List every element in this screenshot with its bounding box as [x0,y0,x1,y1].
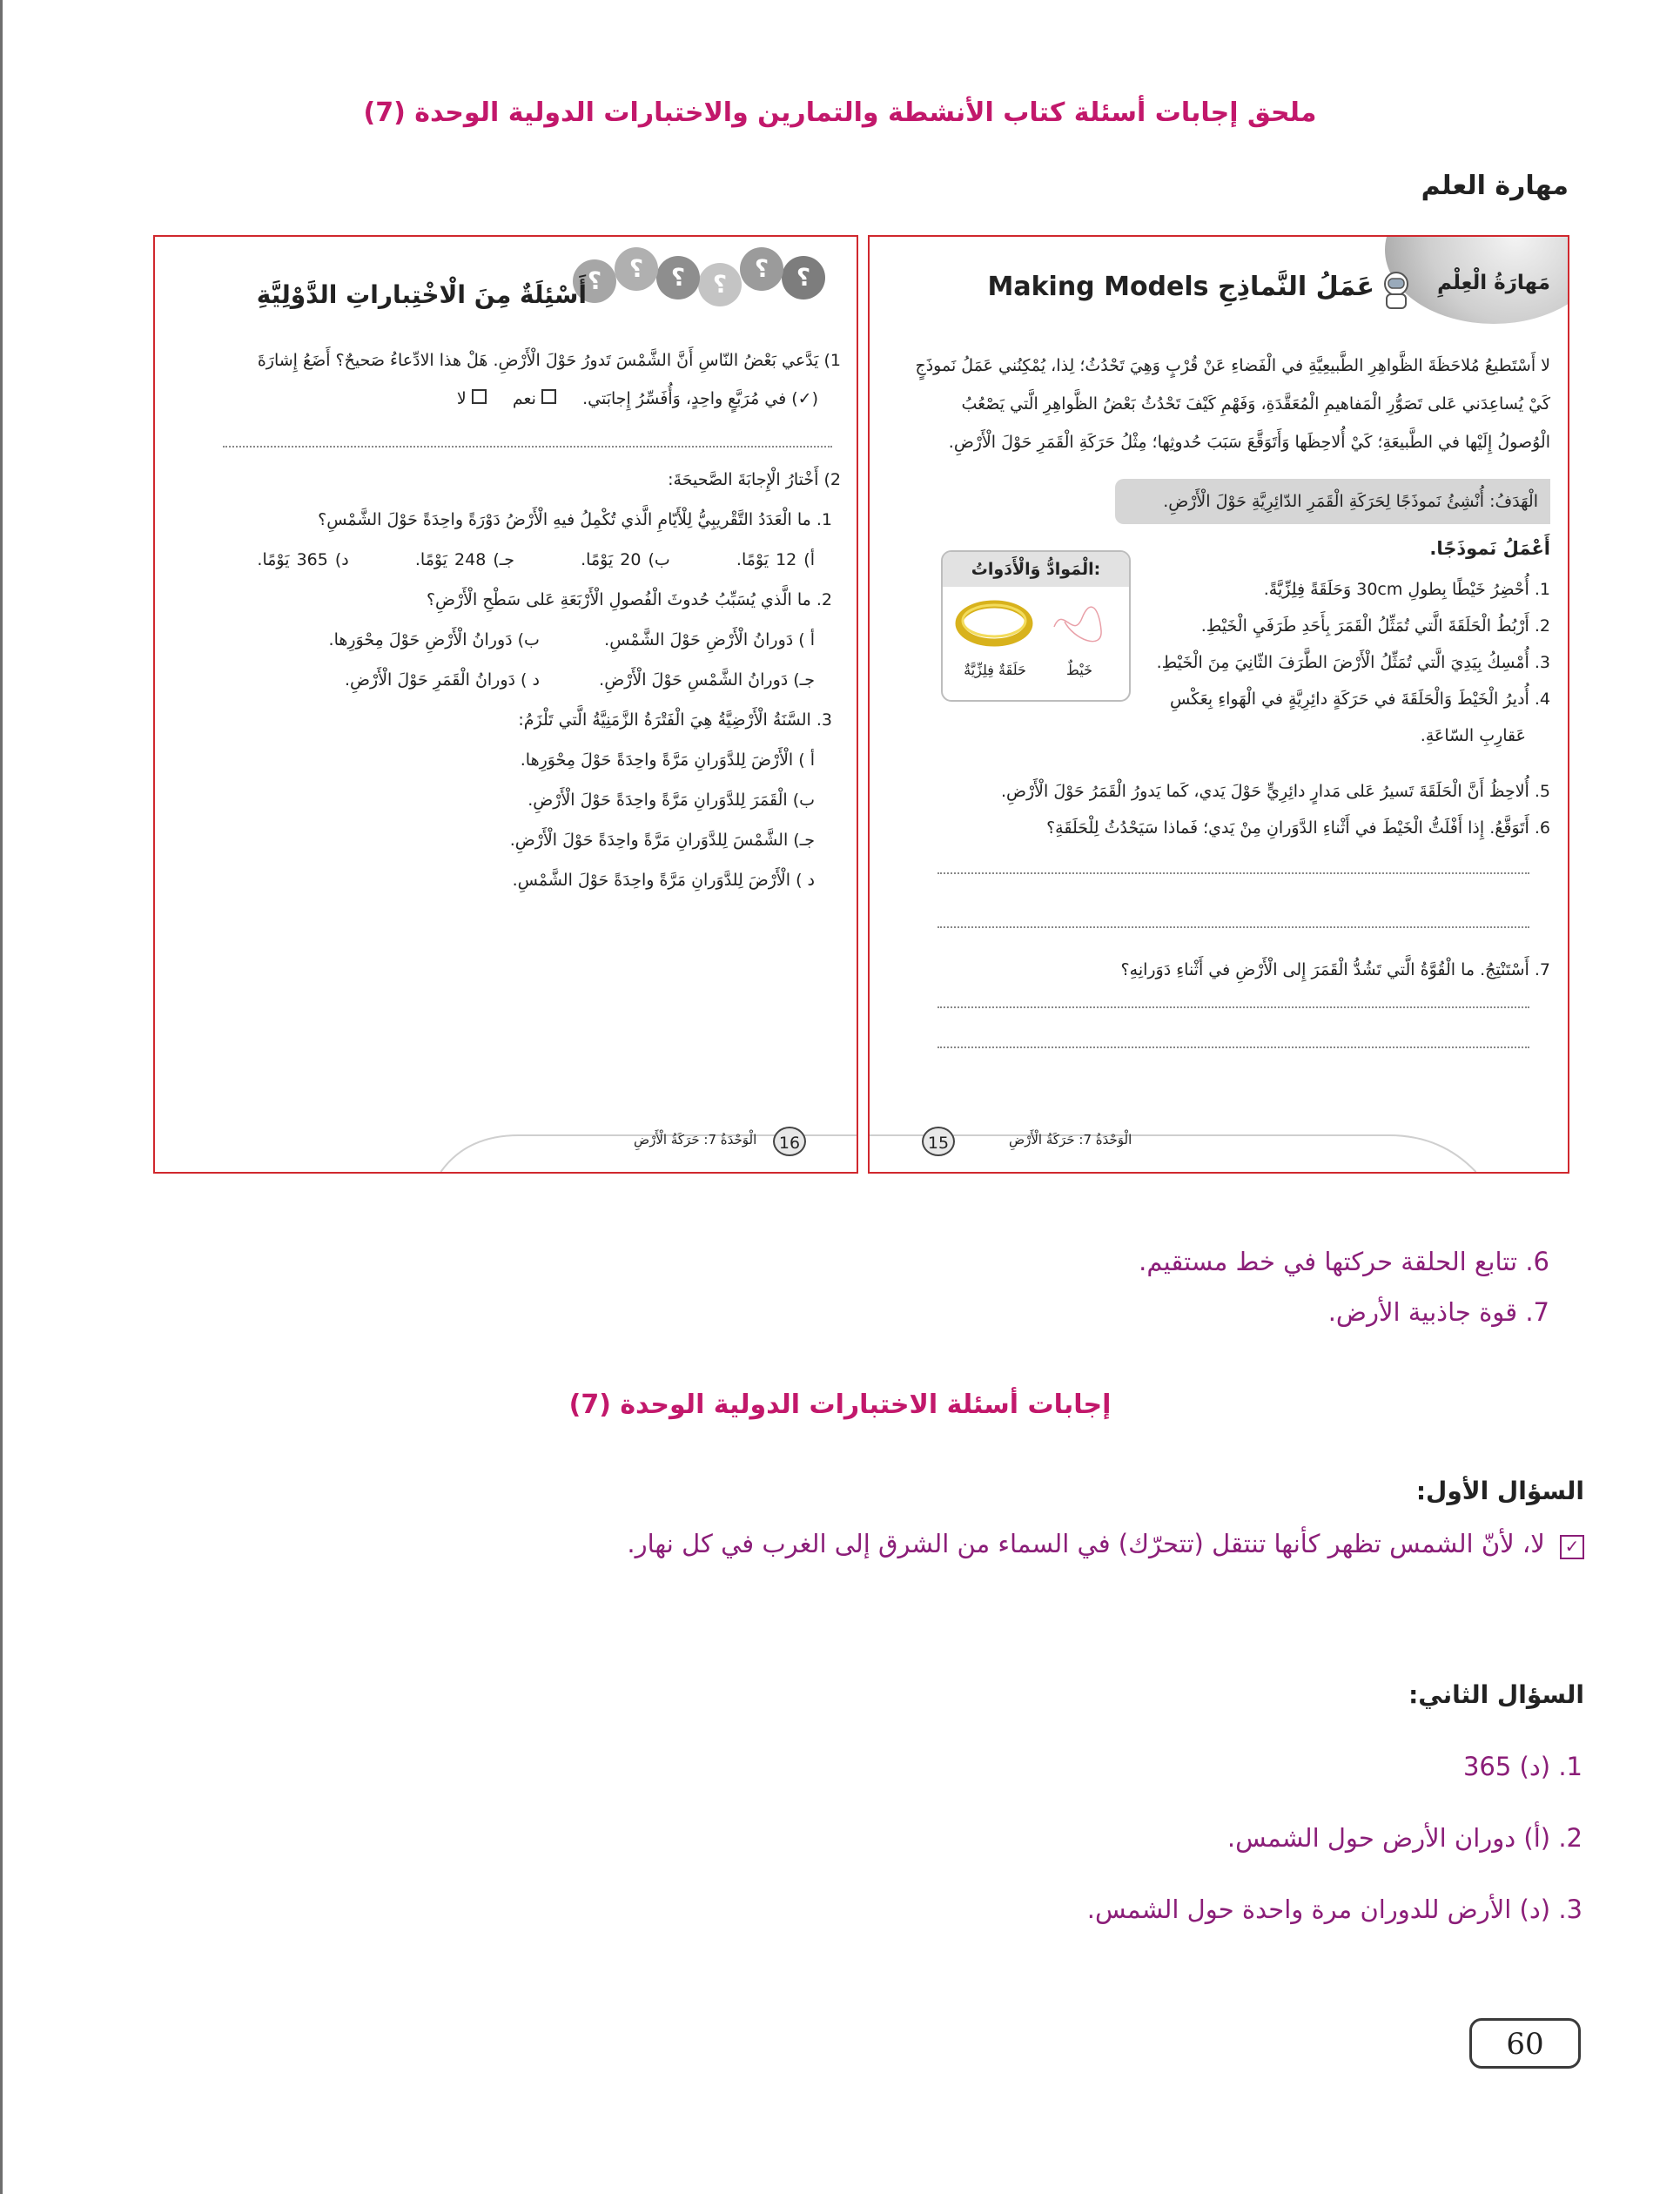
skill-page-panel [868,235,1569,1174]
question-bubble-icon: ؟ [615,247,658,291]
question-bubble-icon: ؟ [656,256,700,299]
footer-curve [870,1118,1568,1172]
checkbox-icon[interactable] [472,389,487,404]
answer-line[interactable] [937,872,1529,874]
question-bubble-icon: ؟ [573,259,616,303]
page-number: 16 [773,1127,806,1156]
string-label: خَيْطٌ [1066,662,1092,678]
steps-list-wide: 5. أُلاحِظُ أَنَّ الْحَلَقَةَ تَسيرُ عَلى مَدارٍ دائِرِيٍّ حَوْلَ يَدي، كَما يَدورُ الْقَمَرُ حَوْلَ الْأَرْضِ. 6. أَتَوَقَّعُ. إِذا أَفْلَتُّ الْخَيْطَ في أَثْناءِ الدَّوَرانِ مِنْ يَدي؛ فَماذا سَيَحْدُثُ لِلْحَلَقَةِ؟ [1000,782,1550,838]
unit-footer: الْوَحْدَةُ 7: حَرَكَةُ الْأَرْضِ [634,1132,757,1147]
page-number: 15 [922,1127,955,1156]
ring-icon [955,597,1033,649]
work-title: أَعْمَلُ نَموذَجًا. [1429,538,1550,559]
skill-answers: 6. تتابع الحلقة حركتها في خط مستقيم. 7. قوة جاذبية الأرض. [1139,1247,1549,1327]
string-icon [1047,601,1108,644]
section-label: مهارة العلم [1421,171,1569,201]
page-number-badge: 60 [1469,2018,1581,2069]
question-2: 2) أَخْتارُ الْإِجابَةَ الصَّحيحَةَ: 1. ما الْعَدَدُ التَّقْريبِيُّ لِلْأَيّامِ الَّذي تُكْمِلُ فيهِ الْأَرْضُ دَوْرَةً واحِدَةً حَوْلَ الشَّمْسِ؟ أ) 12 يَوْمًا. ب) 20 يَوْمًا. جـ) 248 يَوْمًا. د) 365 يَوْمًا. 2. ما الَّذي يُسَبِّبُ حُدوثَ الْفُصولِ الْأَرْبَعَةِ عَلى سَطْحِ الْأَرْضِ؟ أ ) دَورانُ الْأَرْضِ حَوْلَ الشَّمْسِ. ب) دَورانُ الْأَرْضِ حَوْلَ مِحْوَرِها. جـ) دَورانُ الشَّمْسِ حَوْلَ الْأَرْضِ. د ) دَورانُ الْقَمَرِ حَوْلَ الْأَرْضِ. 3. السَّنَةُ الْأَرْضِيَّةُ هِيَ الْفَتْرَةُ الزَّمَنِيَّةُ الَّتي تَلْزَمُ: أ ) الْأَرْضَ لِلدَّوَرانِ مَرَّةً واحِدَةً حَوْلَ مِحْوَرِها. ب) الْقَمَرَ لِلدَّوَرانِ مَرَّةً واحِدَةً حَوْلَ الْأَرْضِ. جـ) الشَّمْسَ لِلدَّوَرانِ مَرَّةً واحِدَةً حَوْلَ الْأَرْضِ. د ) الْأَرْضَ لِلدَّوَرانِ مَرَّةً واحِدَةً حَوْلَ الشَّمْسِ. [257,470,841,890]
goal-bar: الْهَدَفُ: أُنْشِئُ نَموذَجًا لِحَرَكَةِ الْقَمَرِ الدّائِرِيَّةِ حَوْلَ الْأَرْضِ. [1115,479,1550,524]
international-answers-title: إجابات أسئلة الاختبارات الدولية الوحدة (7) [568,1390,1112,1420]
intro-paragraph: لا أَسْتَطيعُ مُلاحَظَةَ الظَّواهِرِ الطَّبيعِيَّةِ في الْفَضاءِ عَنْ قُرْبٍ وَهِيَ تَحْدُثُ؛ لِذا، يُمْكِنُني عَمَلُ نَموذَجٍ كَيْ يُساعِدَني عَلى تَصَوُّرِ الْمَفاهيمِ الْمُعَقَّدَةِ، وَفَهْمِ كَيْفَ تَحْدُثُ بَعْضُ الظَّواهِرِ الَّتي يَصْعُبُ الْوُصولُ إِلَيْها في الطَّبيعَةِ؛ كَيْ أُلاحِظَها وَأَتَوَقَّعَ سَبَبَ حُدوثِها؛ مِثْلُ حَرَكَةِ الْقَمَرِ حَوْلَ الْأَرْضِ. [915,356,1550,452]
question-one-answer: ✓ لا، لأنّ الشمس تظهر كأنها تنتقل (تتحرّك) في السماء من الشرق إلى الغرب في كل نهار. [104,1529,1584,1559]
questions-page-panel [153,235,858,1174]
question-one-heading: السؤال الأول: [1415,1477,1584,1505]
question-bubble-icon: ؟ [782,256,825,299]
checkbox-icon: ✓ [1560,1535,1584,1559]
unit-footer: الْوَحْدَةُ 7: حَرَكَةُ الْأَرْضِ [1009,1132,1132,1147]
page-edge [0,0,3,2194]
question-bubble-icons [573,247,834,317]
question-1: 1) يَدَّعي بَعْضُ النّاسِ أَنَّ الشَّمْسَ تَدورُ حَوْلَ الْأَرْضِ. هَلْ هذا الادِّعاءُ صَحيحٌ؟ أَضَعُ إِشارَةَ (✓) في مُرَبَّعٍ واحِدٍ، وَأُفَسِّرُ إِجابَتي. نعم لا [257,351,841,408]
skill-title: عَمَلُ النَّماذِجِ Making Models [987,272,1374,302]
materials-title: الْمَوادُّ وَالْأَدَواتُ: [943,552,1129,587]
skill-badge: مَهارَةُ الْعِلْمِ [1437,272,1550,294]
steps-list: 1. أُحْضِرُ خَيْطًا بِطولِ 30cm وَحَلَقَةً فِلِزِّيَّةً. 2. أَرْبُطُ الْحَلَقَةَ الَّتي تُمَثِّلُ الْقَمَرَ بِأَحَدِ طَرَفَيِ الْخَيْطِ. 3. أُمْسِكُ بِيَدِيَ الَّتي تُمَثِّلُ الْأَرْضَ الطَّرَفَ الثّانِيَ مِنَ الْخَيْطِ. 4. أُديرُ الْخَيْطَ وَالْحَلَقَةَ في حَرَكَةٍ دائِرِيَّةٍ في الْهَواءِ بِعَكْسِ عَقارِبِ السّاعَةِ. [1156,580,1550,745]
materials-box [941,550,1131,702]
question-bubble-icon: ؟ [698,263,742,306]
answer-line[interactable] [937,1047,1529,1048]
answer-line[interactable] [937,1006,1529,1008]
question-bubble-icon: ؟ [740,247,783,291]
step-7: 7. أَسْتَنْتِجُ. ما الْقُوَّةُ الَّتي تَشُدُّ الْقَمَرَ إِلى الْأَرْضِ في أَثْناءِ دَوَرانِهِ؟ [1120,960,1550,979]
astronaut-icon [1377,270,1415,312]
questions-title: أَسْئِلَةٌ مِنَ الْاخْتِباراتِ الدَّوْلِيَّةِ [256,280,587,309]
ring-label: حَلَقَةٌ فِلِزِّيَّةٌ [964,662,1026,678]
question-two-answers: 1. (د) 365 2. (أ) دوران الأرض حول الشمس. 3. (د) الأرض للدوران مرة واحدة حول الشمس. [1086,1752,1583,1924]
question-two-heading: السؤال الثاني: [1408,1680,1584,1709]
answer-line[interactable] [223,446,832,448]
page-header: ملحق إجابات أسئلة كتاب الأنشطة والتمارين والاختبارات الدولية الوحدة (7) [363,98,1317,128]
answer-line[interactable] [937,926,1529,928]
checkbox-icon[interactable] [541,389,556,404]
